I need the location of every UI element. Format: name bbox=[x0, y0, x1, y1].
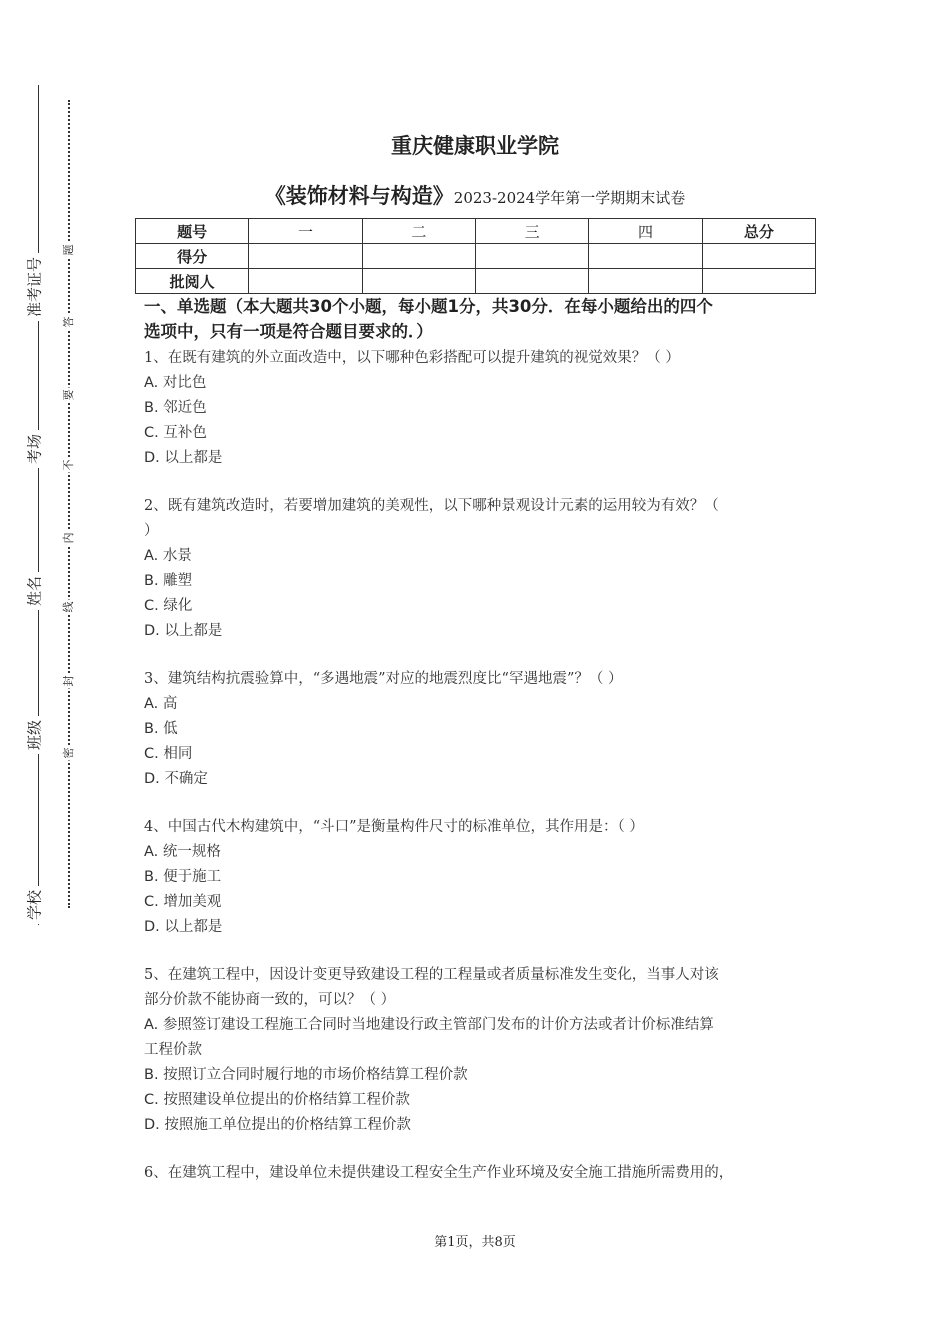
option-letter: C. bbox=[144, 598, 159, 614]
question-1 bbox=[144, 346, 816, 471]
score-cell bbox=[249, 244, 362, 269]
option-letter: B. bbox=[144, 1067, 159, 1083]
option-c bbox=[144, 594, 816, 619]
option-a bbox=[144, 544, 816, 569]
option-b bbox=[144, 396, 816, 421]
option-d bbox=[144, 619, 816, 644]
score-header-cell: 一 bbox=[249, 219, 362, 244]
score-table-row bbox=[136, 244, 816, 269]
seal-word: 封 bbox=[62, 675, 75, 687]
score-header-cell: 四 bbox=[589, 219, 702, 244]
option-b bbox=[144, 1063, 816, 1088]
option-text: 按照建设单位提出的价格结算工程价款 bbox=[163, 1092, 410, 1108]
section-title-line: 选项中，只有一项是符合题目要求的．） bbox=[144, 322, 433, 341]
option-text: 以上都是 bbox=[164, 450, 223, 466]
question-stem: 6、在建筑工程中，建设单位未提供建设工程安全生产作业环境及安全施工措施所需费用的， bbox=[144, 1165, 734, 1181]
option-text: 对比色 bbox=[162, 375, 207, 391]
option-letter: D. bbox=[144, 919, 160, 935]
option-letter: B. bbox=[144, 869, 159, 885]
option-letter: C. bbox=[144, 894, 159, 910]
option-text: 相同 bbox=[163, 746, 193, 762]
score-cell bbox=[475, 244, 588, 269]
score-cell bbox=[702, 269, 815, 294]
score-cell bbox=[249, 269, 362, 294]
name-field-label: 姓名 bbox=[24, 572, 45, 610]
question-2 bbox=[144, 494, 816, 644]
exam-id-field-label: 准考证号 bbox=[24, 253, 45, 321]
option-letter: B. bbox=[144, 721, 159, 737]
option-letter: A. bbox=[144, 548, 159, 564]
option-letter: D. bbox=[144, 623, 160, 639]
option-letter: B. bbox=[144, 573, 159, 589]
option-d bbox=[144, 915, 816, 940]
room-field-label: 考场 bbox=[24, 430, 45, 468]
seal-word: 密 bbox=[62, 747, 75, 759]
score-cell bbox=[702, 244, 815, 269]
score-header-cell: 题号 bbox=[136, 219, 249, 244]
option-b bbox=[144, 569, 816, 594]
score-table-header-row bbox=[136, 219, 816, 244]
option-d bbox=[144, 446, 816, 471]
option-c bbox=[144, 1088, 816, 1113]
exam-content bbox=[144, 294, 816, 1209]
option-letter: A. bbox=[144, 844, 159, 860]
exam-subtitle bbox=[0, 180, 950, 210]
question-6 bbox=[144, 1161, 816, 1186]
seal-word: 答 bbox=[62, 316, 75, 328]
class-field-label: 班级 bbox=[24, 716, 45, 754]
question-stem: 3、建筑结构抗震验算中，“多遇地震”对应的地震烈度比“罕遇地震”？（ ） bbox=[144, 671, 623, 687]
section-title bbox=[144, 294, 816, 344]
question-stem: 4、中国古代木构建筑中，“斗口”是衡量构件尺寸的标准单位，其作用是：（ ） bbox=[144, 819, 644, 835]
option-d bbox=[144, 1113, 816, 1138]
score-header-cell: 三 bbox=[475, 219, 588, 244]
option-text: 绿化 bbox=[163, 598, 193, 614]
option-text: 雕塑 bbox=[163, 573, 193, 589]
school-title: 重庆健康职业学院 bbox=[391, 134, 559, 158]
option-a bbox=[144, 840, 816, 865]
term-label: 2023-2024学年第一学期期末试卷 bbox=[453, 189, 686, 207]
option-text: 低 bbox=[163, 721, 178, 737]
seal-word: 不 bbox=[62, 459, 75, 471]
question-4 bbox=[144, 815, 816, 940]
score-header-cell: 总分 bbox=[702, 219, 815, 244]
score-header-cell: 二 bbox=[362, 219, 475, 244]
option-letter: C. bbox=[144, 425, 159, 441]
seal-word: 线 bbox=[62, 601, 75, 613]
question-stem-cont: ） bbox=[144, 523, 159, 539]
option-c bbox=[144, 890, 816, 915]
question-stem-cont: 部分价款不能协商一致的，可以？（ ） bbox=[144, 992, 396, 1008]
option-letter: A. bbox=[144, 1017, 159, 1033]
score-cell bbox=[475, 269, 588, 294]
option-letter: B. bbox=[144, 400, 159, 416]
option-letter: D. bbox=[144, 1117, 160, 1133]
option-letter: D. bbox=[144, 771, 160, 787]
option-text: 互补色 bbox=[163, 425, 207, 441]
seal-word: 内 bbox=[62, 532, 75, 544]
option-b bbox=[144, 717, 816, 742]
score-cell bbox=[589, 244, 702, 269]
seal-word: 要 bbox=[62, 389, 75, 401]
binding-line bbox=[38, 85, 39, 925]
section-title-line: 一、单选题（本大题共30个小题，每小题1分，共30分．在每小题给出的四个 bbox=[144, 297, 713, 316]
score-cell bbox=[589, 269, 702, 294]
option-text: 以上都是 bbox=[164, 623, 223, 639]
seal-word: 题 bbox=[62, 244, 75, 256]
score-cell bbox=[362, 269, 475, 294]
option-c bbox=[144, 421, 816, 446]
score-table bbox=[135, 218, 816, 294]
question-stem: 2、既有建筑改造时，若要增加建筑的美观性，以下哪种景观设计元素的运用较为有效？（ bbox=[144, 498, 719, 514]
option-text: 便于施工 bbox=[163, 869, 222, 885]
option-text: 参照签订建设工程施工合同时当地建设行政主管部门发布的计价方法或者计价标准结算 bbox=[162, 1017, 714, 1033]
course-title: 《装饰材料与构造》 bbox=[264, 184, 454, 208]
option-text: 高 bbox=[162, 696, 178, 712]
option-c bbox=[144, 742, 816, 767]
question-3 bbox=[144, 667, 816, 792]
option-letter: A. bbox=[144, 696, 159, 712]
school-field-label: 学校 bbox=[24, 886, 45, 924]
score-table-row bbox=[136, 269, 816, 294]
option-text: 按照订立合同时履行地的市场价格结算工程价款 bbox=[163, 1067, 468, 1083]
option-a bbox=[144, 1013, 816, 1038]
option-b bbox=[144, 865, 816, 890]
option-letter: D. bbox=[144, 450, 160, 466]
option-text: 不确定 bbox=[164, 771, 208, 787]
option-text: 邻近色 bbox=[163, 400, 207, 416]
score-row-label: 得分 bbox=[136, 244, 249, 269]
option-text: 增加美观 bbox=[163, 894, 222, 910]
option-a-cont: 工程价款 bbox=[144, 1042, 202, 1058]
option-d bbox=[144, 767, 816, 792]
page-footer: 第1页，共8页 bbox=[434, 1235, 516, 1250]
option-text: 按照施工单位提出的价格结算工程价款 bbox=[164, 1117, 411, 1133]
score-cell bbox=[362, 244, 475, 269]
option-a bbox=[144, 371, 816, 396]
option-text: 水景 bbox=[162, 548, 192, 564]
question-5 bbox=[144, 963, 816, 1138]
question-stem: 5、在建筑工程中，因设计变更导致建设工程的工程量或者质量标准发生变化，当事人对该 bbox=[144, 967, 719, 983]
seal-dotted-line bbox=[68, 100, 70, 908]
option-text: 统一规格 bbox=[162, 844, 221, 860]
option-a bbox=[144, 692, 816, 717]
question-stem: 1、在既有建筑的外立面改造中，以下哪种色彩搭配可以提升建筑的视觉效果？（ ） bbox=[144, 350, 680, 366]
option-letter: A. bbox=[144, 375, 159, 391]
option-letter: C. bbox=[144, 1092, 159, 1108]
option-text: 以上都是 bbox=[164, 919, 223, 935]
option-letter: C. bbox=[144, 746, 159, 762]
score-row-label: 批阅人 bbox=[136, 269, 249, 294]
